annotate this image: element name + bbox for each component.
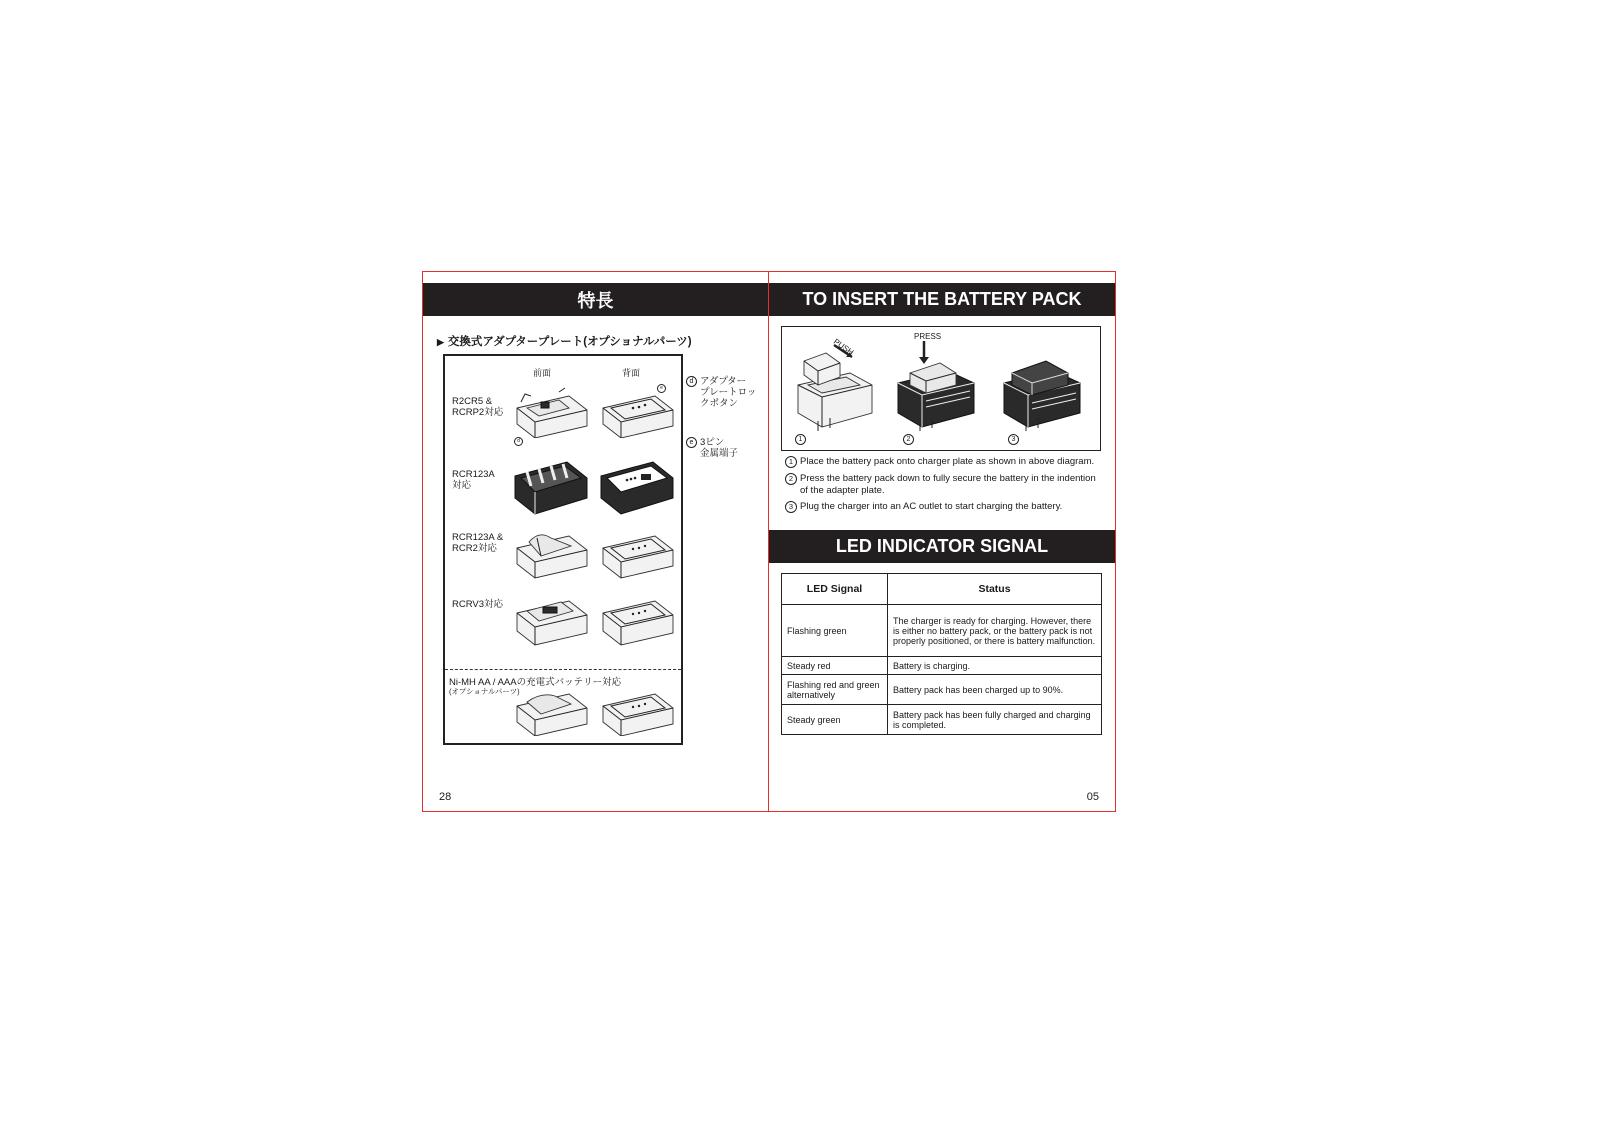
step-number: 1 [785,456,797,468]
charger-step3-illustration [996,333,1092,433]
row-label-r2cr5: R2CR5 & RCRP2対応 [452,396,504,418]
insert-battery-title: TO INSERT THE BATTERY PACK [802,289,1082,309]
push-label: PUSH [831,337,856,358]
adapter-plate-subheading [437,333,692,349]
triangle-bullet-icon: ▶ [437,337,444,347]
right-page [768,271,1116,812]
insert-steps-list [785,456,1105,518]
step-marker-1-icon: 1 [795,434,806,445]
callout-marker-d: d [686,376,697,387]
callout-metal-terminal [686,437,738,459]
adapter-plate-back-illustration [597,591,677,649]
callout-lock-button [686,376,756,409]
step-number: 2 [785,473,797,485]
subheading-text: 交換式アダプタープレート(オプショナルパーツ) [447,336,692,348]
features-title: 特長 [577,290,614,311]
features-banner [423,283,768,316]
step-text: Plug the charger into an AC outlet to start charging the battery. [800,501,1063,512]
led-signal-cell: Flashing green [782,605,888,657]
table-row [782,675,1102,705]
table-row [782,605,1102,657]
table-row [782,705,1102,735]
adapter-plate-back-illustration [597,526,677,582]
column-header-status: Status [888,574,1102,605]
callout-marker-e: e [686,437,697,448]
row-label-rcr123a: RCR123A 対応 [452,469,495,491]
section-divider [445,669,681,670]
adapter-plate-figure [443,354,683,745]
led-indicator-title: LED INDICATOR SIGNAL [835,536,1049,556]
table-row [782,657,1102,675]
column-header-led-signal: LED Signal [782,574,888,605]
front-column-header: 前面 [533,368,552,378]
step-number: 3 [785,501,797,513]
nimh-sublabel: (オプショナルパーツ) [449,687,520,696]
page-number-left: 28 [439,791,452,803]
step-marker-2-icon: 2 [903,434,914,445]
adapter-plate-back-illustration [597,456,677,518]
led-signal-cell: Steady green [782,705,888,735]
led-signal-table [781,573,1102,735]
led-indicator-banner [769,530,1115,563]
press-label: PRESS [914,332,942,341]
row-label-rcrv3: RCRV3対応 [452,599,504,610]
step-item [785,473,1105,496]
insert-battery-diagram [781,326,1101,451]
nimh-label: Ni-MH AA / AAAの充電式バッテリー対応 [449,677,622,688]
left-page [422,271,769,812]
adapter-plate-front-illustration [511,684,591,736]
step-marker-3-icon: 3 [1008,434,1019,445]
status-cell: Battery pack has been charged up to 90%. [888,675,1102,705]
step-item [785,501,1105,513]
led-signal-cell: Flashing red and green alternatively [782,675,888,705]
step-text: Place the battery pack onto charger plate as shown in above diagram. [800,456,1095,467]
callout-text: 3ピン 金属端子 [700,437,739,459]
adapter-plate-back-illustration [597,684,677,736]
step-item [785,456,1105,468]
callout-text: アダプター プレートロッ クボタン [700,376,757,409]
status-cell: Battery pack has been fully charged and charging is completed. [888,705,1102,735]
table-header-row [782,574,1102,605]
marker-e-icon: e [657,384,666,393]
status-cell: The charger is ready for charging. However, there is either no battery pack, or the battery pack is not properly positioned, or there is battery malfunction. [888,605,1102,657]
back-column-header: 背面 [622,368,641,378]
adapter-plate-front-illustration [511,456,591,518]
adapter-plate-front-illustration [511,386,591,438]
step-text: Press the battery pack down to fully secure the battery in the indention of the adapter plate. [800,473,1096,496]
adapter-plate-back-illustration [597,386,677,438]
adapter-plate-front-illustration [511,526,591,582]
adapter-plate-front-illustration [511,591,591,649]
status-cell: Battery is charging. [888,657,1102,675]
charger-step2-illustration [890,333,986,433]
row-label-rcr123a-rcr2: RCR123A & RCR2対応 [452,532,504,554]
led-signal-cell: Steady red [782,657,888,675]
page-number-right: 05 [1086,791,1099,803]
marker-d-icon: d [514,437,523,446]
insert-battery-banner [769,283,1115,316]
